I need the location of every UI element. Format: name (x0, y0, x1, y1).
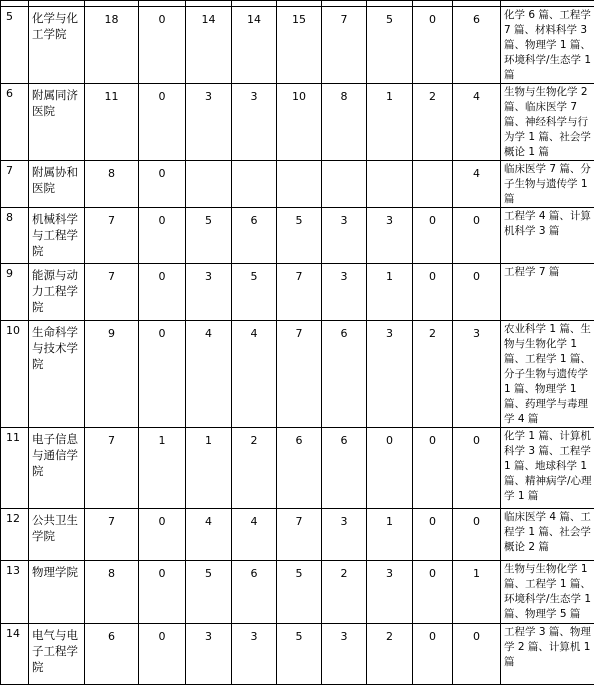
college-name: 电气与电子工程学院 (29, 624, 85, 685)
row-index: 11 (1, 428, 29, 509)
row-index: 14 (1, 624, 29, 685)
value-cell: 3 (322, 264, 367, 321)
college-name: 电子信息与通信学院 (29, 428, 85, 509)
value-cell: 10 (277, 84, 322, 161)
value-cell: 2 (322, 561, 367, 624)
value-cell: 2 (413, 84, 453, 161)
table-row (1, 7, 594, 84)
value-cell: 0 (139, 84, 186, 161)
value-cell (367, 161, 413, 208)
value-cell: 7 (85, 264, 139, 321)
value-cell: 5 (186, 208, 232, 264)
table-row (1, 264, 594, 321)
subject-breakdown: 化学 6 篇、工程学 7 篇、材料科学 3 篇、物理学 1 篇、环境科学/生态学 1 篇 (501, 7, 594, 84)
value-cell: 5 (232, 264, 277, 321)
value-cell: 0 (413, 264, 453, 321)
value-cell: 3 (232, 624, 277, 685)
value-cell: 0 (139, 208, 186, 264)
value-cell: 3 (322, 208, 367, 264)
value-cell: 8 (85, 561, 139, 624)
subject-breakdown: 临床医学 7 篇、分子生物与遗传学 1 篇 (501, 161, 594, 208)
value-cell (413, 161, 453, 208)
value-cell: 2 (413, 321, 453, 428)
table-row (1, 161, 594, 208)
row-index: 8 (1, 208, 29, 264)
value-cell: 5 (186, 561, 232, 624)
value-cell: 8 (85, 161, 139, 208)
value-cell: 7 (85, 208, 139, 264)
value-cell: 0 (413, 561, 453, 624)
value-cell: 5 (277, 208, 322, 264)
row-index: 13 (1, 561, 29, 624)
subject-breakdown: 工程学 7 篇 (501, 264, 594, 321)
value-cell: 3 (186, 624, 232, 685)
value-cell: 1 (453, 561, 501, 624)
value-cell: 5 (277, 561, 322, 624)
subject-breakdown: 农业科学 1 篇、生物与生物化学 1 篇、工程学 1 篇、分子生物与遗传学 1 篇、物理学 1 篇、药理学与毒理学 4 篇 (501, 321, 594, 428)
value-cell: 0 (139, 321, 186, 428)
value-cell: 7 (277, 509, 322, 561)
value-cell: 4 (232, 321, 277, 428)
value-cell: 4 (186, 321, 232, 428)
college-name: 机械科学与工程学院 (29, 208, 85, 264)
value-cell: 0 (367, 428, 413, 509)
value-cell: 6 (85, 624, 139, 685)
subject-breakdown: 工程学 3 篇、物理学 2 篇、计算机 1 篇 (501, 624, 594, 685)
college-name: 附属协和医院 (29, 161, 85, 208)
row-index: 7 (1, 161, 29, 208)
value-cell: 6 (232, 561, 277, 624)
subject-breakdown: 临床医学 4 篇、工程学 1 篇、社会学概论 2 篇 (501, 509, 594, 561)
value-cell: 7 (85, 428, 139, 509)
table-row (1, 561, 594, 624)
value-cell: 4 (186, 509, 232, 561)
value-cell (322, 161, 367, 208)
subject-breakdown: 生物与生物化学 1 篇、工程学 1 篇、环境科学/生态学 1 篇、物理学 5 篇 (501, 561, 594, 624)
value-cell: 6 (277, 428, 322, 509)
value-cell: 0 (453, 624, 501, 685)
value-cell: 3 (367, 321, 413, 428)
value-cell: 3 (367, 561, 413, 624)
value-cell (232, 161, 277, 208)
row-index: 9 (1, 264, 29, 321)
value-cell: 3 (186, 264, 232, 321)
value-cell (186, 161, 232, 208)
value-cell: 0 (413, 7, 453, 84)
value-cell: 6 (232, 208, 277, 264)
table-row (1, 208, 594, 264)
value-cell: 8 (322, 84, 367, 161)
value-cell: 4 (453, 161, 501, 208)
value-cell (277, 161, 322, 208)
college-name: 生命科学与技术学院 (29, 321, 85, 428)
value-cell: 6 (453, 7, 501, 84)
subject-breakdown: 生物与生物化学 2 篇、临床医学 7 篇、神经科学与行为学 1 篇、社会学概论 1 篇 (501, 84, 594, 161)
value-cell: 5 (367, 7, 413, 84)
value-cell: 0 (139, 7, 186, 84)
table-row (1, 428, 594, 509)
value-cell: 11 (85, 84, 139, 161)
college-name: 附属同济医院 (29, 84, 85, 161)
value-cell: 0 (453, 208, 501, 264)
value-cell: 3 (322, 509, 367, 561)
row-index: 5 (1, 7, 29, 84)
value-cell: 18 (85, 7, 139, 84)
value-cell: 3 (186, 84, 232, 161)
value-cell: 0 (139, 264, 186, 321)
value-cell: 14 (232, 7, 277, 84)
value-cell: 14 (186, 7, 232, 84)
value-cell: 2 (367, 624, 413, 685)
table-row (1, 321, 594, 428)
value-cell: 7 (277, 264, 322, 321)
college-name: 公共卫生学院 (29, 509, 85, 561)
value-cell: 3 (453, 321, 501, 428)
college-name: 化学与化工学院 (29, 7, 85, 84)
value-cell: 9 (85, 321, 139, 428)
value-cell: 1 (367, 264, 413, 321)
value-cell: 0 (139, 624, 186, 685)
row-index: 12 (1, 509, 29, 561)
value-cell: 2 (232, 428, 277, 509)
value-cell: 0 (139, 161, 186, 208)
value-cell: 1 (367, 84, 413, 161)
table-row (1, 509, 594, 561)
table-row (1, 84, 594, 161)
value-cell: 0 (453, 509, 501, 561)
college-name: 物理学院 (29, 561, 85, 624)
value-cell: 4 (453, 84, 501, 161)
value-cell: 0 (453, 264, 501, 321)
value-cell: 1 (186, 428, 232, 509)
value-cell: 1 (367, 509, 413, 561)
value-cell: 3 (322, 624, 367, 685)
row-index: 6 (1, 84, 29, 161)
value-cell: 7 (322, 7, 367, 84)
value-cell: 6 (322, 428, 367, 509)
value-cell: 3 (367, 208, 413, 264)
value-cell: 15 (277, 7, 322, 84)
value-cell: 7 (85, 509, 139, 561)
subject-breakdown: 化学 1 篇、计算机科学 3 篇、工程学 1 篇、地球科学 1 篇、精神病学/心理学 1 篇 (501, 428, 594, 509)
table-row (1, 624, 594, 685)
row-index: 10 (1, 321, 29, 428)
value-cell: 7 (277, 321, 322, 428)
value-cell: 0 (413, 208, 453, 264)
value-cell: 0 (453, 428, 501, 509)
value-cell: 5 (277, 624, 322, 685)
value-cell: 0 (139, 561, 186, 624)
value-cell: 6 (322, 321, 367, 428)
value-cell: 0 (413, 624, 453, 685)
value-cell: 0 (139, 509, 186, 561)
value-cell: 4 (232, 509, 277, 561)
subject-breakdown: 工程学 4 篇、计算机科学 3 篇 (501, 208, 594, 264)
value-cell: 3 (232, 84, 277, 161)
value-cell: 0 (413, 428, 453, 509)
college-name: 能源与动力工程学院 (29, 264, 85, 321)
value-cell: 1 (139, 428, 186, 509)
value-cell: 0 (413, 509, 453, 561)
